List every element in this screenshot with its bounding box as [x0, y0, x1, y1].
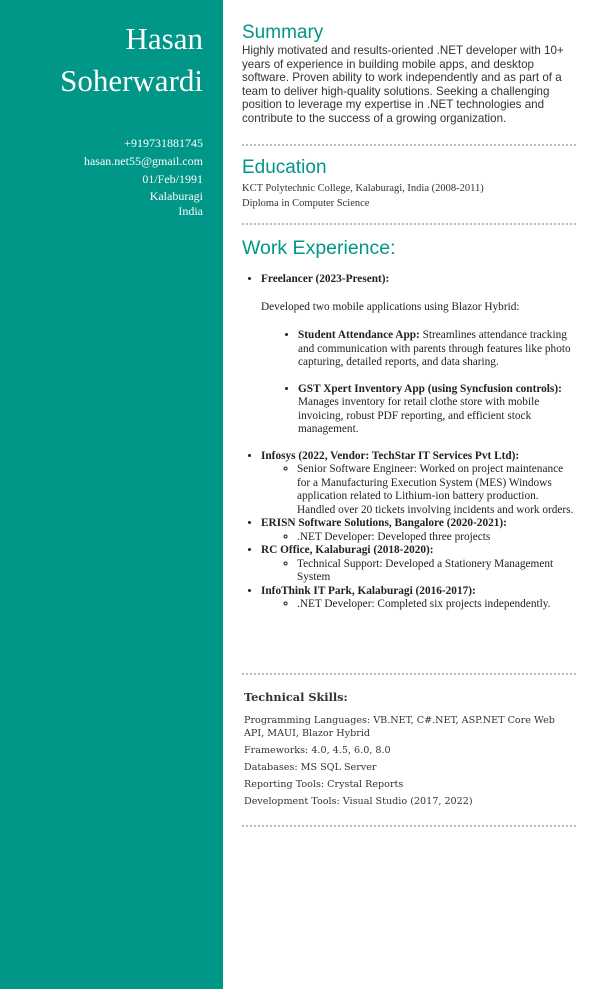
job-role: ◦ .NET Developer: Developed three projects [297, 531, 578, 545]
job-heading: Infosys (2022, Vendor: TechStar IT Services Pvt Ltd): [261, 449, 520, 462]
skill-row: Programming Languages: VB.NET, C#.NET, ASP.NET Core Web API, MAUI, Blazor Hybrid [244, 715, 555, 739]
skill-row: Development Tools: Visual Studio (2017, 2022) [244, 795, 473, 807]
education-institution: KCT Polytechnic College, Kalaburagi, India (2008-2011) [242, 183, 484, 194]
email: hasan.net55@gmail.com [83, 154, 203, 168]
work-list [242, 273, 578, 612]
skill-row: Reporting Tools: Crystal Reports [244, 778, 404, 790]
app-name: Student Attendance App: [298, 329, 420, 341]
job-item [261, 544, 578, 585]
date-of-birth: 01/Feb/1991 [142, 172, 203, 186]
job-item [261, 450, 578, 518]
technical-skills [244, 690, 578, 813]
job-item [261, 273, 578, 437]
app-name: GST Xpert Inventory App (using Syncfusion controls): [298, 382, 562, 395]
skills-heading: Technical Skills: [244, 690, 348, 704]
work-heading: Work Experience: [242, 237, 396, 259]
skill-row: Databases: MS SQL Server [244, 761, 377, 773]
job-heading: ERISN Software Solutions, Bangalore (2020-2021): [261, 517, 507, 529]
first-name: Hasan [125, 21, 203, 56]
divider [242, 223, 576, 225]
summary-heading: Summary [242, 22, 324, 43]
education-heading: Education [242, 157, 327, 178]
app-item [298, 329, 578, 370]
job-heading: InfoThink IT Park, Kalaburagi (2016-2017): [261, 584, 476, 597]
skill-row: Frameworks: 4.0, 4.5, 6.0, 8.0 [244, 744, 391, 756]
app-item [298, 383, 578, 437]
sidebar [0, 0, 223, 989]
job-role: ◦ .NET Developer: Completed six projects independently. [297, 598, 578, 612]
phone: +919731881745 [124, 136, 203, 150]
contact-info [84, 134, 203, 218]
summary-text: Highly motivated and results-oriented .NET developer with 10+ years of experience in building mobile apps, and desktop software. Proven ability to work independently and as part of a team to deliver high-quality solutions. Seeking a challenging position to leverage my expertise in .NET technologies and contribute to the success of a growing organization. [242, 44, 564, 125]
job-intro: Developed two mobile applications using Blazor Hybrid: [261, 300, 520, 313]
city: Kalaburagi [149, 189, 203, 203]
candidate-name [60, 18, 203, 102]
education-degree: Diploma in Computer Science [242, 198, 370, 209]
job-role: ◦ Senior Software Engineer: Worked on project maintenance for a Manufacturing Execution System (MES) Windows application related to Lithium-ion battery production. Handled over 20 tickets involving incidents and work orders. [297, 463, 578, 517]
app-description: Manages inventory for retail clothe store with mobile invoicing, robust PDF reporting, and efficient stock management. [298, 396, 540, 435]
divider [242, 825, 576, 827]
last-name: Soherwardi [60, 63, 203, 98]
country: India [178, 204, 203, 218]
divider [242, 673, 576, 675]
job-heading: Freelancer (2023-Present): [261, 273, 390, 285]
divider [242, 144, 576, 146]
job-item [261, 517, 578, 544]
job-heading: RC Office, Kalaburagi (2018-2020): [261, 544, 434, 556]
job-item [261, 585, 578, 612]
app-description: Streamlines attendance tracking and communication with parents through features like photo capturing, detailed reports, and data sharing. [298, 329, 571, 368]
job-role: ◦ Technical Support: Developed a Stationery Management System [297, 558, 578, 585]
